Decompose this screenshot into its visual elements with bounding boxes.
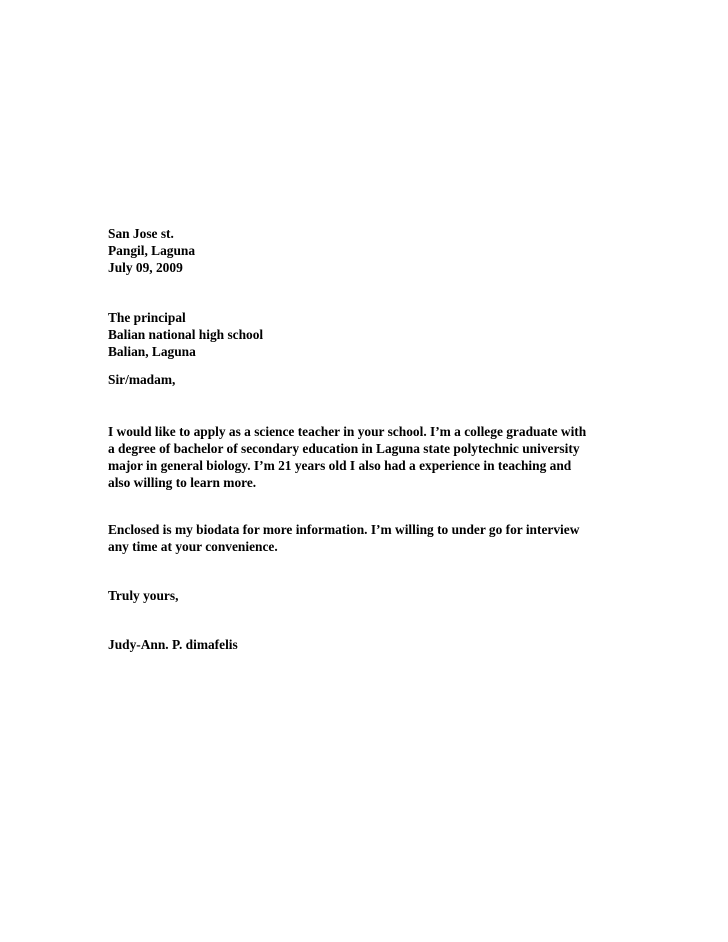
recipient-address: [108, 309, 628, 360]
recipient-title: The principal: [108, 310, 186, 325]
recipient-city: Balian, Laguna: [108, 344, 196, 359]
body-paragraph-2: [108, 521, 628, 555]
paragraph-line: any time at your convenience.: [108, 539, 278, 554]
sender-address: [108, 225, 628, 276]
recipient-school: Balian national high school: [108, 327, 264, 342]
paragraph-line: a degree of bachelor of secondary education in Laguna state polytechnic university: [108, 441, 580, 456]
salutation-text: Sir/madam,: [108, 372, 176, 387]
paragraph-line: major in general biology. I’m 21 years old I also had a experience in teaching and: [108, 458, 572, 473]
salutation: [108, 371, 628, 388]
signature-name: Judy-Ann. P. dimafelis: [108, 637, 238, 652]
closing: [108, 587, 628, 604]
signature: [108, 636, 628, 653]
paragraph-line: I would like to apply as a science teacher in your school. I’m a college graduate with: [108, 424, 587, 439]
body-paragraph-1: [108, 423, 628, 491]
sender-street: San Jose st.: [108, 226, 174, 241]
letter-date: July 09, 2009: [108, 260, 183, 275]
paragraph-line: also willing to learn more.: [108, 475, 257, 490]
sender-city: Pangil, Laguna: [108, 243, 196, 258]
closing-text: Truly yours,: [108, 588, 179, 603]
paragraph-line: Enclosed is my biodata for more information. I’m willing to under go for interview: [108, 522, 580, 537]
